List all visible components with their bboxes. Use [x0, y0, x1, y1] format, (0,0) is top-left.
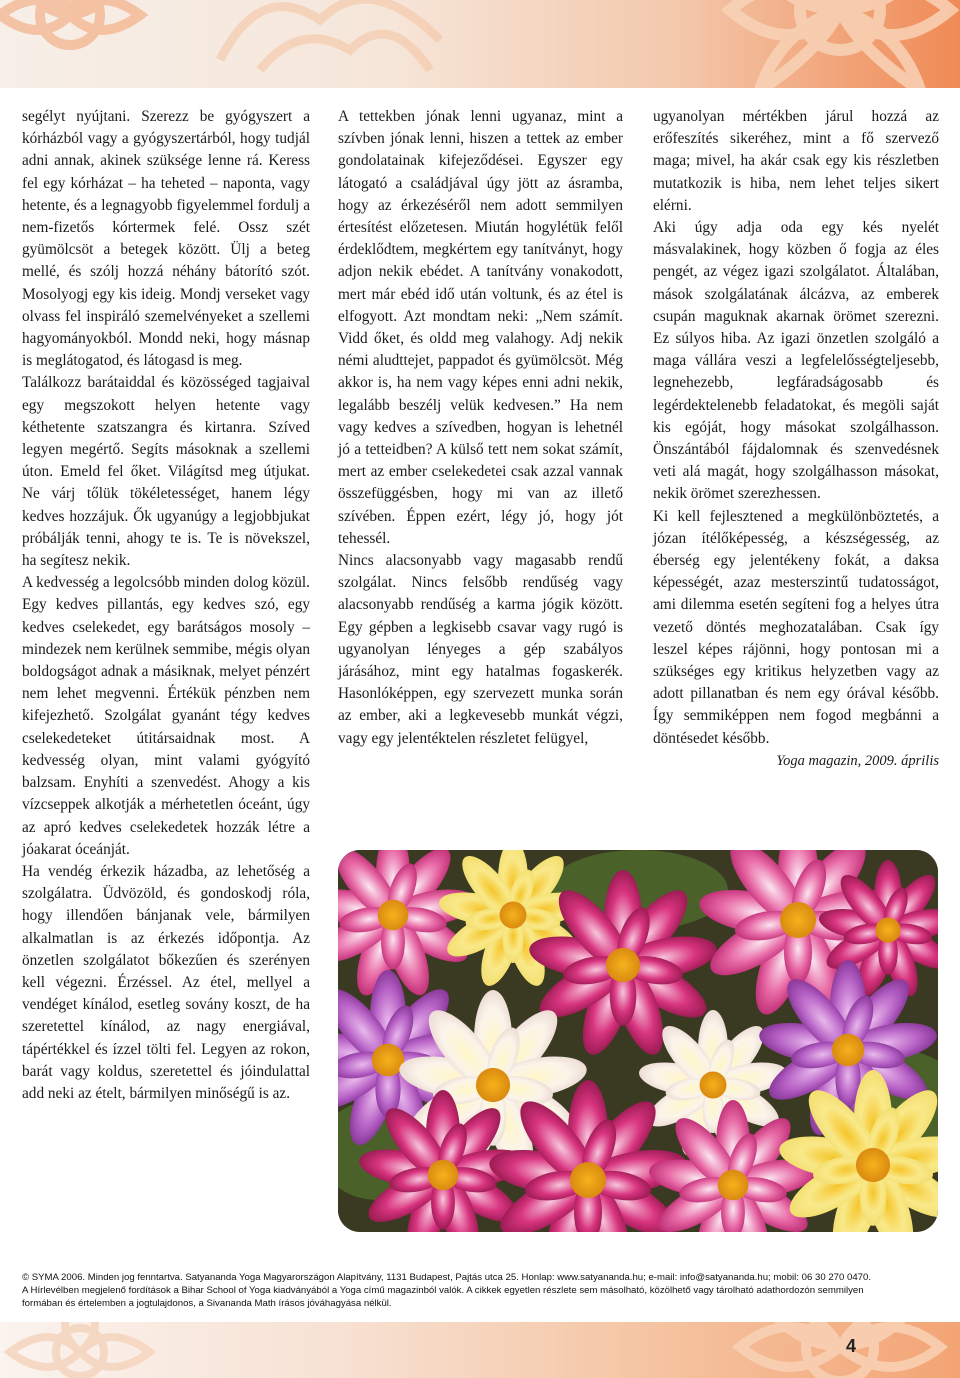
- column-1-paragraph: Ha vendég érkezik házadba, az lehetőség a szolgálatra. Üdvözöld, és gondoskodj róla, hogy illendően bánjanak vele, bármilyen alkalmatlan is az érkezés időpontja. Az önzetlen szolgálatot bőkezűen és szerényen kell végezni. Érzéssel. Az étel, mellyel a vendéget kínálod, esetleg sovány koszt, de ha szeretettel kínálod, az nagy energiával, tápértékkel és ízzel tölti fel. Legyen az rokon, barát vagy koldus, szeretettel és jóindulattal add neki az ételt, bármilyen minőségű is az.: [22, 862, 310, 1102]
- copyright-footer: [22, 1271, 938, 1311]
- water-lily-photo: [338, 850, 938, 1232]
- mandala-ornament-left: [0, 0, 180, 88]
- article-source: Yoga magazin, 2009. április: [776, 752, 939, 769]
- text-column-2: [338, 106, 623, 750]
- water-lily-illustration: [338, 850, 938, 1232]
- footer-line: © SYMA 2006. Minden jog fenntartva. Satyananda Yoga Magyarországon Alapítvány, 1131 Budapest, Pajtás utca 25. Honlap: www.satyananda.hu; e-mail: info@satyananda.hu; mobil: 06 30 270 0470.: [22, 1272, 871, 1283]
- mandala-ornament-right: [640, 0, 960, 88]
- footer-banner: [0, 1322, 960, 1378]
- footer-line: A Hírlevélben megjelenő fordítások a Bihar School of Yoga kiadványából a Yoga című magazinból valók. A cikkek egyetlen részlete sem másolható, közölhető vagy tárolható adathordozón semmilyen: [22, 1285, 864, 1297]
- column-1-paragraph: A kedvesség a legolcsóbb minden dolog közül. Egy kedves pillantás, egy kedves szó, egy kedves cselekedet, egy barátságos mosoly – mindezek nem kerülnek semmibe, mégis olyan boldogságot adnak a másiknak, melyet pénzért nem lehet megvenni. Értékük pénzben nem kifejezhető. Szolgálat gyanánt tégy kedves cselekedeteket útitársaidnak most. A kedvesség olyan, mint valami gyógyító balzsam. Enyhíti a szenvedést. Ahogy a kis vízcseppek alkotják a mérhetetlen óceánt, úgy az apró kedves cselekedetek hozzák létre a jóakarat óceánját.: [22, 574, 311, 858]
- mandala-ornament-bottom-right: [620, 1322, 960, 1378]
- page-number: 4: [845, 1336, 856, 1356]
- column-2-paragraph: Nincs alacsonyabb vagy magasabb rendű szolgálat. Nincs felsőbb rendűség vagy alacsonyabb rendűség a karma jógik között. Egy gépben a legkisebb csavar vagy rugó is ugyanolyan lényeges a gép szabályos járásához, mint egy hatalmas fogaskerék. Hasonlóképpen, egy szervezett munka során az ember, aki a legkevesebb munkát végzi, vagy egy jelentéktelen részletet felügyel,: [338, 552, 623, 747]
- text-column-1: [22, 106, 310, 1105]
- column-3-paragraph: Ki kell fejlesztened a megkülönböztetés, a józan ítélőképesség, a készségesség, az éberség egy jelentékeny fokát, a daksa képességét, azaz mesterszintű tudatosságot, ami dilemma esetén segíteni fog a helyes útra vezető döntés meghozatalában. Csak így leszel képes rájönni, hogy pontosan mi a szükséges egy kritikus helyzetben vagy az adott pillanatban és nem egy órával később. Így semmiképpen nem fogod megbánni a döntésedet később.: [653, 507, 939, 747]
- text-column-3: [653, 106, 939, 772]
- mandala-ornament-bottom-left: [0, 1322, 180, 1378]
- footer-line: formában és értelemben a jogtulajdonos, a Sivananda Math írásos jóváhagyása nélkül.: [22, 1298, 392, 1310]
- column-2-paragraph: A tettekben jónak lenni ugyanaz, mint a szívben jónak lenni, hiszen a tettek az ember gondolatainak kifejeződései. Egyszer egy látogató a családjával úgy jött az ásramba, hogy az érkezéséről nem adott semmilyen értesítést előzetesen. Miután hogylétük felől érdeklődtem, megkértem egy tanítványt, hogy adjon nekik ebédet. A tanítvány vonakodott, mert már ebéd idő után voltunk, és az étel is elfogyott. Azt mondtam neki: „Nem számít. Vidd őket, és oldd meg valahogy. Adj nekik némi aludttejet, pappadot és gyümölcsöt. Még akkor is, ha nem vagy képes enni adni nekik, legalább beszélj velük kedvesen.” Ha nem vagy kedves a szívedben, hogyan is lehetnél jó a tetteidben? A külső tett nem sokat számít, mert az ember cselekedetei csak azzal vannak összefüggésben, hogy mi van az illető szívében. Éppen ezért, légy jó, hogy jót tehessél.: [338, 108, 623, 547]
- column-1-paragraph: Találkozz barátaiddal és közösséged tagjaival egy megszokott helyen hetente vagy kéthetente szatszangra és kirtanra. Szíved legyen megértő. Segíts másoknak a szellemi úton. Emeld fel őket. Világítsd meg útjukat. Ne várj tőlük tökéletességet, hanem légy kedves hozzájuk. Ők ugyanúgy a legjobbjukat próbálják tenni, ahogy te is. Te is növekszel, ha segítesz nekik.: [22, 374, 310, 570]
- lotus-flowers: [338, 850, 938, 1232]
- column-1-paragraph: segélyt nyújtani. Szerezz be gyógyszert a kórházból vagy a gyógyszertárból, hogy tudjál adni annak, akinek szüksége lenne rá. Keress fel egy kórházat – ha teheted – naponta, vagy hetente, és a legnagyobb figyelemmel fordulj a nem-fizetős kórtermek felé. Ossz szét gyümölcsöt a betegek között. Ülj a beteg mellé, és szólj hozzá néhány bátorító szót. Mosolyogj egy kis ideig. Mondj verseket vagy olvass fel inspiráló szemelvényeket a szellemi hagyományokból. Mondd neki, hogy másnap is meglátogatod, és látogasd is meg.: [22, 108, 310, 370]
- column-3-paragraph: ugyanolyan mértékben járul hozzá az erőfeszítés sikeréhez, mint a fő szervező maga; mivel, ha akár csak egy kis részletben mutatkozik is hiba, nem lehet teljes sikert elérni.: [653, 108, 939, 214]
- column-3-paragraph: Aki úgy adja oda egy kés nyelét másvalakinek, hogy közben ő fogja az éles pengét, az végez igazi szolgálatot. Általában, mások szolgálatának álcázva, az emberek csupán maguknak akarnak örömet szerezni. Ez súlyos hiba. Az igazi önzetlen szolgáló a maga vállára veszi a legfelelősségteljesebb, legnehezebb, legfáradságosabb és legérdektelenebb feladatokat, és megöli saját kis egóját, hogy másokat szolgálhasson. Önszántából fájdalomnak és szenvedésnek veti alá magát, hogy szolgálhasson másokat, nekik örömet szerezhessen.: [653, 219, 939, 503]
- header-banner: [0, 0, 960, 88]
- mandala-ornament-center: [200, 0, 460, 88]
